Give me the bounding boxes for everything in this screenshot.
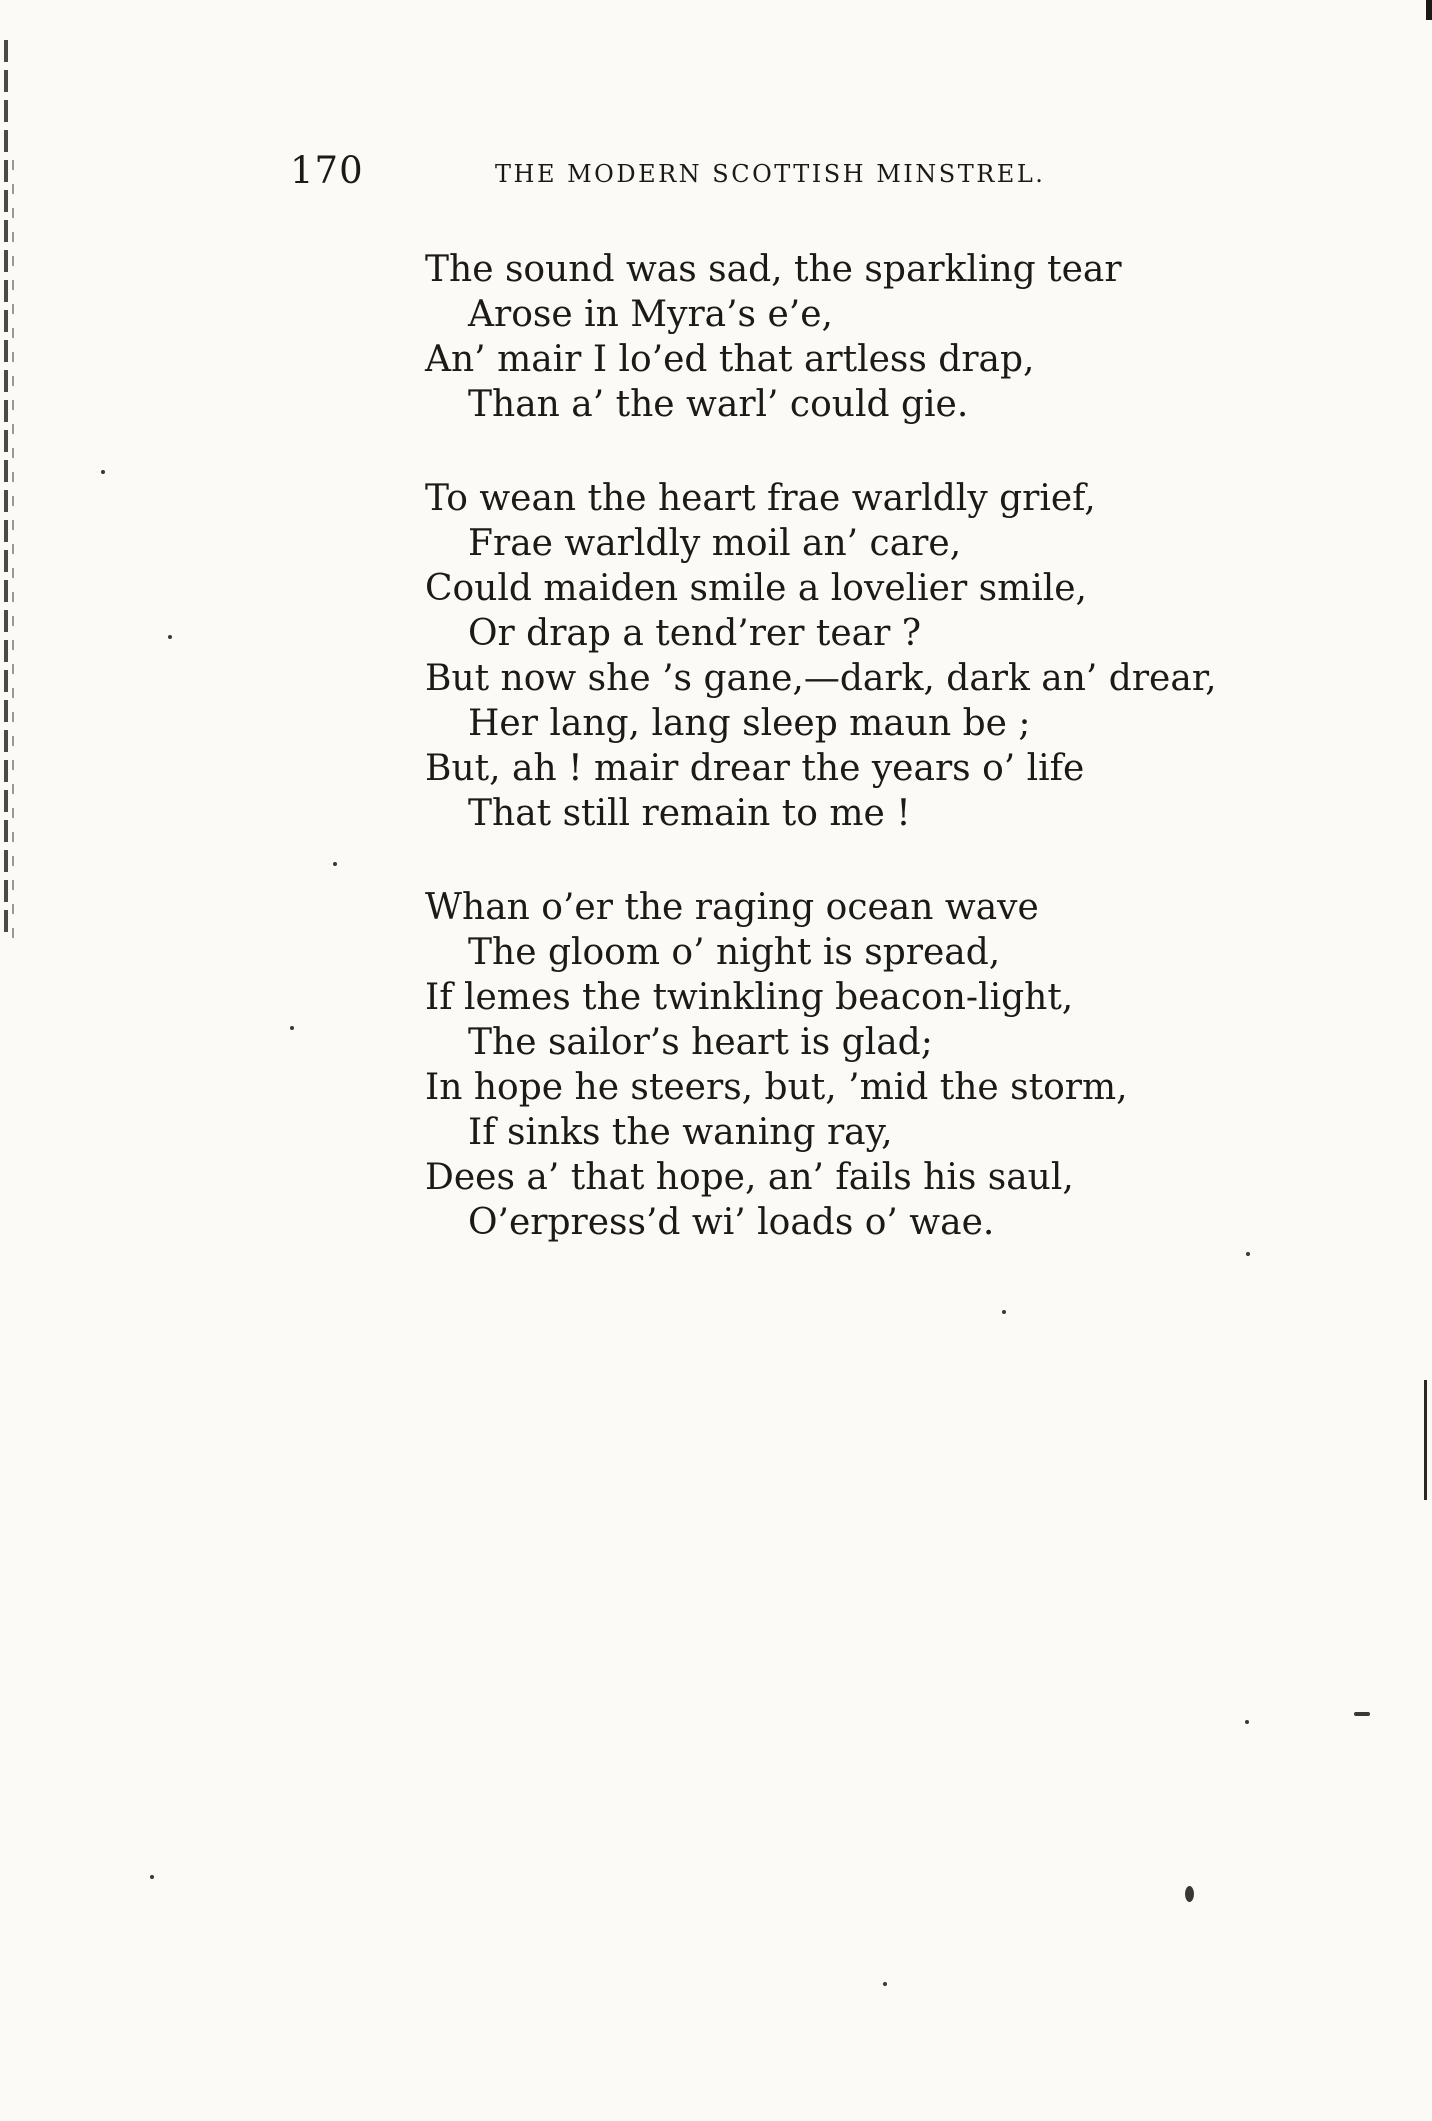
poem-line: The sound was sad, the sparkling tear (425, 249, 1122, 290)
corner-mark (1400, 0, 1432, 20)
poem-body (425, 247, 1385, 1294)
poem-line: If sinks the waning ray, (468, 1112, 893, 1153)
page-header (290, 148, 1140, 198)
poem-line: The sailor’s heart is glad; (468, 1022, 933, 1063)
ink-dash (1354, 1712, 1370, 1716)
poem-line: But now she ’s gane,—dark, dark an’ drear, (425, 658, 1217, 699)
ink-blot (1185, 1886, 1194, 1902)
page-edge-shadow-secondary (12, 160, 14, 940)
poem-line: The gloom o’ night is spread, (468, 932, 1001, 973)
running-title: THE MODERN SCOTTISH MINSTREL. (495, 160, 1046, 188)
poem-line: Whan o’er the raging ocean wave (425, 887, 1039, 928)
poem-line: If lemes the twinkling beacon-light, (425, 977, 1074, 1018)
ink-speck (883, 1982, 887, 1986)
poem-line: Or drap a tend’rer tear ? (468, 613, 922, 654)
ink-speck (1002, 1310, 1006, 1314)
poem-line: Dees a’ that hope, an’ fails his saul, (425, 1157, 1074, 1198)
ink-speck (150, 1875, 154, 1879)
ink-speck (168, 635, 172, 639)
poem-line: Her lang, lang sleep maun be ; (468, 703, 1031, 744)
poem-line: Than a’ the warl’ could gie. (468, 384, 969, 425)
poem-line: An’ mair I lo’ed that artless drap, (425, 339, 1035, 380)
poem-line: That still remain to me ! (468, 793, 911, 834)
poem-line: In hope he steers, but, ’mid the storm, (425, 1067, 1128, 1108)
page-edge-shadow (4, 40, 8, 940)
page-number: 170 (290, 149, 364, 192)
stanza (425, 476, 1385, 836)
poem-line: Frae warldly moil an’ care, (468, 523, 962, 564)
poem-line: Arose in Myra’s e’e, (468, 294, 833, 335)
ink-speck (333, 862, 337, 866)
poem-line: To wean the heart frae warldly grief, (425, 478, 1096, 519)
poem-line: But, ah ! mair drear the years o’ life (425, 748, 1085, 789)
ink-speck (1245, 1720, 1249, 1724)
ink-speck (290, 1026, 294, 1030)
page-edge-mark (1424, 1380, 1427, 1500)
stanza (425, 885, 1385, 1245)
poem-line: O’erpress’d wi’ loads o’ wae. (468, 1202, 995, 1243)
stanza (425, 247, 1385, 427)
ink-speck (101, 470, 105, 474)
poem-line: Could maiden smile a lovelier smile, (425, 568, 1087, 609)
